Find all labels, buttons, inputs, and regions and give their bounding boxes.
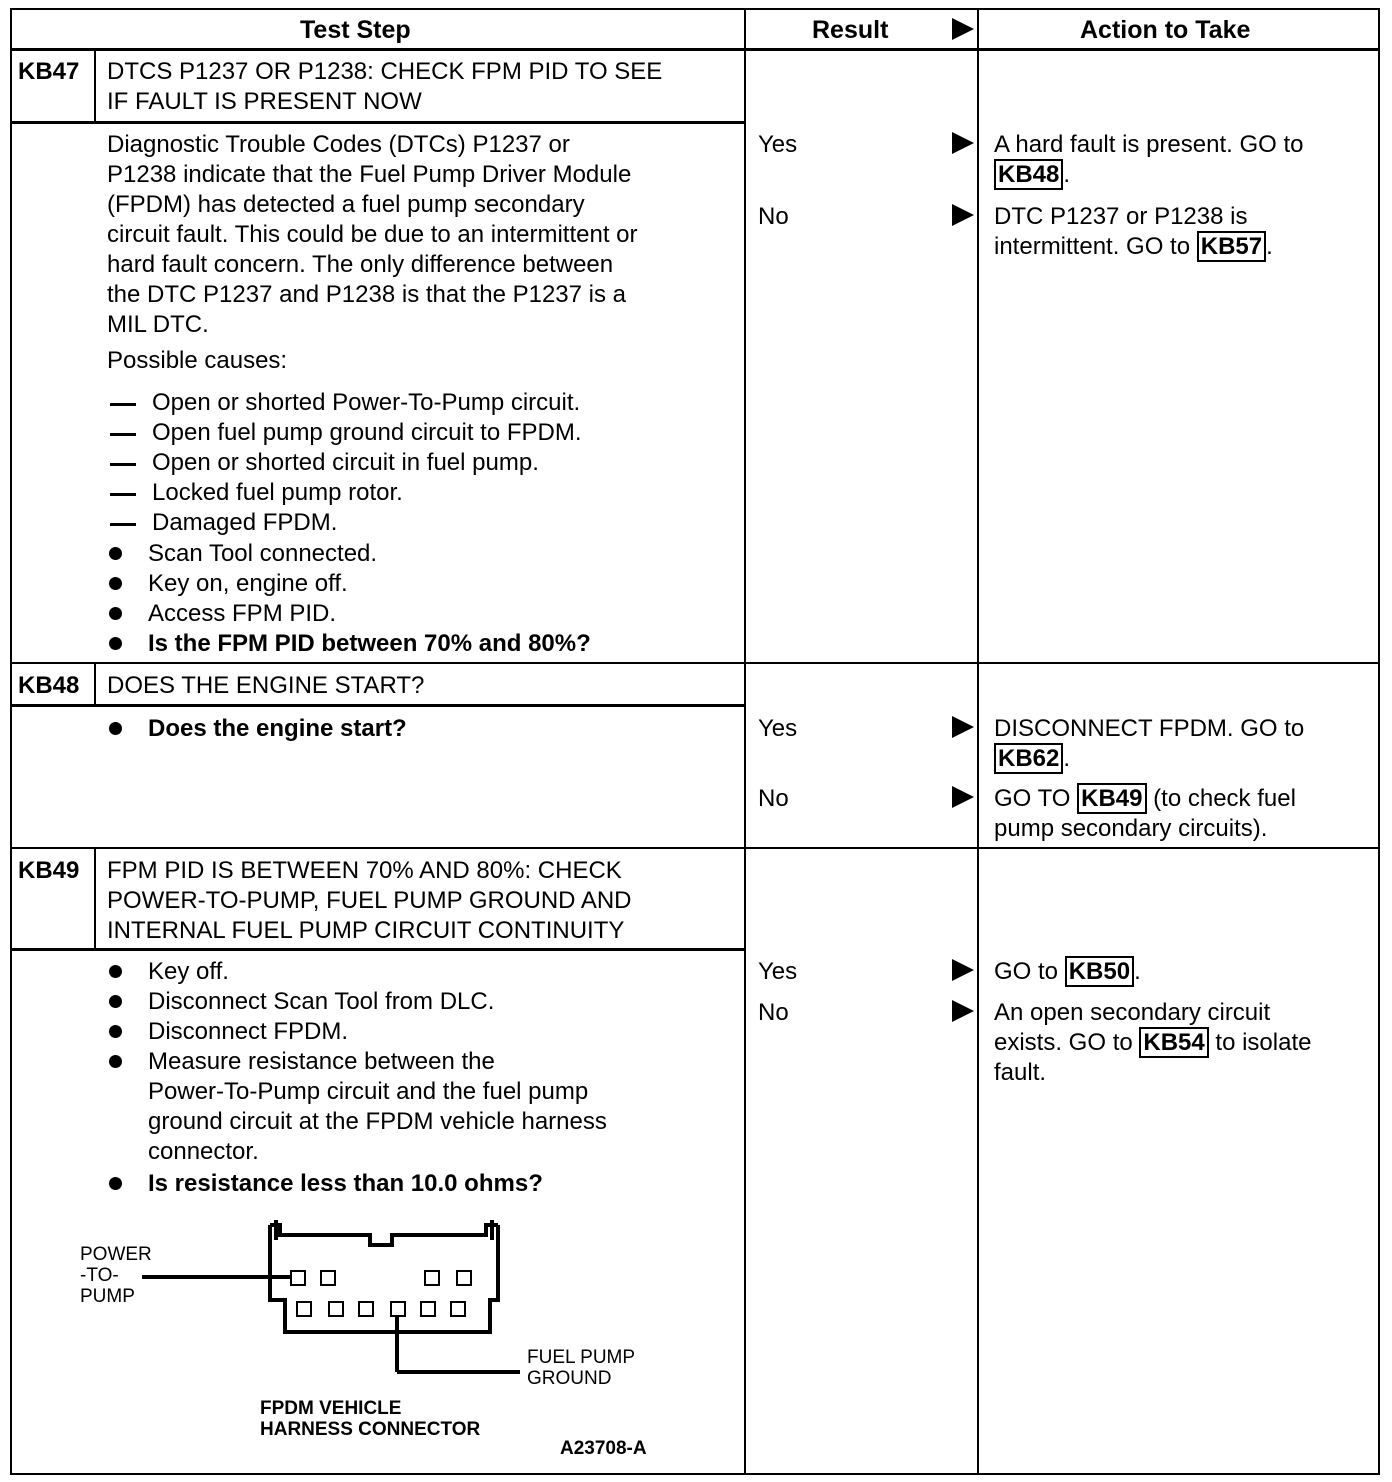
- dash-icon: [110, 433, 136, 436]
- kb47-no-action-text2: intermittent. GO to: [994, 233, 1191, 260]
- kb49-link[interactable]: KB49: [1077, 783, 1146, 814]
- kb49-step-cont: Power-To-Pump circuit and the fuel pump: [148, 1078, 589, 1105]
- kb47-id: KB47: [18, 58, 80, 85]
- kb48-link[interactable]: KB48: [994, 159, 1063, 190]
- kb47-yes-action-text: A hard fault is present. GO to: [994, 131, 1304, 158]
- kb49-no-action-post: to isolate: [1215, 1029, 1312, 1056]
- bullet-icon: [109, 607, 122, 620]
- kb49-no-action-line1: An open secondary circuit: [994, 999, 1271, 1026]
- bullet-icon: [109, 995, 122, 1008]
- bullet-icon: [109, 1055, 122, 1068]
- arrow-icon: [952, 204, 974, 226]
- kb47-body-line: Diagnostic Trouble Codes (DTCs) P1237 or: [107, 131, 570, 158]
- kb47-cause: Open or shorted Power-To-Pump circuit.: [152, 389, 581, 416]
- kb47-body-line: hard fault concern. The only difference between: [107, 251, 614, 278]
- header-test-step: Test Step: [300, 16, 411, 44]
- kb47-step: Scan Tool connected.: [148, 540, 378, 567]
- pin-icon: [456, 1270, 472, 1286]
- kb48-no-action-pre: GO TO: [994, 785, 1071, 812]
- kb49-no-action-pre: exists. GO to: [994, 1029, 1133, 1056]
- bullet-icon: [109, 1025, 122, 1038]
- kb49-title-line3: INTERNAL FUEL PUMP CIRCUIT CONTINUITY: [107, 917, 625, 944]
- kb47-cause: Open or shorted circuit in fuel pump.: [152, 449, 539, 476]
- ground-label-line: GROUND: [527, 1368, 612, 1389]
- kb49-step: Key off.: [148, 958, 229, 985]
- kb49-id: KB49: [18, 857, 80, 884]
- kb49-title-line1: FPM PID IS BETWEEN 70% AND 80%: CHECK: [107, 857, 622, 884]
- kb49-yes-action-pre: GO to: [994, 958, 1059, 985]
- pin-icon: [290, 1270, 306, 1286]
- kb57-link[interactable]: KB57: [1197, 231, 1266, 262]
- pin-icon: [328, 1301, 344, 1317]
- kb47-causes-label: Possible causes:: [107, 347, 288, 374]
- ground-label-line: FUEL PUMP: [527, 1347, 636, 1368]
- arrow-icon: [952, 959, 974, 981]
- diagram-caption-line: HARNESS CONNECTOR: [260, 1419, 481, 1440]
- fpdm-connector-diagram: [60, 1210, 720, 1470]
- kb48-title: DOES THE ENGINE START?: [107, 672, 425, 699]
- power-label-line: -TO-: [80, 1265, 119, 1286]
- kb50-link[interactable]: KB50: [1065, 956, 1134, 987]
- kb47-body-line: circuit fault. This could be due to an intermittent or: [107, 221, 638, 248]
- kb47-title-line2: IF FAULT IS PRESENT NOW: [107, 88, 422, 115]
- header-arrow-icon: [952, 18, 974, 40]
- kb49-step: Disconnect FPDM.: [148, 1018, 349, 1045]
- pin-icon: [390, 1301, 406, 1317]
- kb47-body-line: the DTC P1237 and P1238 is that the P1237 is a: [107, 281, 627, 308]
- arrow-icon: [952, 716, 974, 738]
- bullet-icon: [109, 547, 122, 560]
- power-label-line: PUMP: [80, 1286, 135, 1307]
- arrow-icon: [952, 786, 974, 808]
- arrow-icon: [952, 1000, 974, 1022]
- bullet-icon: [109, 1177, 122, 1190]
- kb47-cause: Locked fuel pump rotor.: [152, 479, 403, 506]
- dash-icon: [110, 523, 136, 526]
- kb49-step-cont: ground circuit at the FPDM vehicle harness: [148, 1108, 607, 1135]
- kb62-link[interactable]: KB62: [994, 743, 1063, 774]
- bullet-icon: [109, 722, 122, 735]
- kb47-title-line1: DTCS P1237 OR P1238: CHECK FPM PID TO SEE: [107, 58, 663, 85]
- pin-icon: [296, 1301, 312, 1317]
- dash-icon: [110, 403, 136, 406]
- pin-icon: [420, 1301, 436, 1317]
- kb47-body-line: P1238 indicate that the Fuel Pump Driver Module: [107, 161, 632, 188]
- diagram-caption-line: FPDM VEHICLE: [260, 1398, 402, 1419]
- kb47-no-action-text: DTC P1237 or P1238 is: [994, 203, 1248, 230]
- kb49-step: Measure resistance between the: [148, 1048, 495, 1075]
- kb49-step-cont: connector.: [148, 1138, 259, 1165]
- kb48-question: Does the engine start?: [148, 715, 407, 742]
- kb48-no-action-line2: pump secondary circuits).: [994, 815, 1268, 842]
- kb48-no-action-post: (to check fuel: [1153, 785, 1296, 812]
- kb49-no-action-line3: fault.: [994, 1059, 1047, 1086]
- kb54-link[interactable]: KB54: [1139, 1027, 1208, 1058]
- kb49-no: No: [758, 999, 789, 1026]
- kb49-title-line2: POWER-TO-PUMP, FUEL PUMP GROUND AND: [107, 887, 632, 914]
- bullet-icon: [109, 965, 122, 978]
- bullet-icon: [109, 637, 122, 650]
- dash-icon: [110, 493, 136, 496]
- kb49-step: Disconnect Scan Tool from DLC.: [148, 988, 495, 1015]
- kb49-yes: Yes: [758, 958, 798, 985]
- kb48-no: No: [758, 785, 789, 812]
- kb48-yes-action-text: DISCONNECT FPDM. GO to: [994, 715, 1305, 742]
- pin-icon: [450, 1301, 466, 1317]
- kb47-body-line: MIL DTC.: [107, 311, 209, 338]
- figure-id: A23708-A: [560, 1438, 647, 1459]
- kb47-cause: Damaged FPDM.: [152, 509, 338, 536]
- kb47-body-line: (FPDM) has detected a fuel pump secondary: [107, 191, 585, 218]
- kb48-yes: Yes: [758, 715, 798, 742]
- pin-icon: [424, 1270, 440, 1286]
- kb47-step: Key on, engine off.: [148, 570, 348, 597]
- kb49-question: Is resistance less than 10.0 ohms?: [148, 1170, 543, 1197]
- dash-icon: [110, 463, 136, 466]
- power-label-line: POWER: [80, 1244, 152, 1265]
- kb48-id: KB48: [18, 672, 80, 699]
- header-action: Action to Take: [1080, 16, 1251, 44]
- kb47-question: Is the FPM PID between 70% and 80%?: [148, 630, 591, 657]
- pin-icon: [320, 1270, 336, 1286]
- kb47-no: No: [758, 203, 789, 230]
- bullet-icon: [109, 577, 122, 590]
- kb47-yes: Yes: [758, 131, 798, 158]
- header-result: Result: [812, 16, 889, 44]
- kb47-cause: Open fuel pump ground circuit to FPDM.: [152, 419, 582, 446]
- arrow-icon: [952, 132, 974, 154]
- pin-icon: [358, 1301, 374, 1317]
- kb47-step: Access FPM PID.: [148, 600, 337, 627]
